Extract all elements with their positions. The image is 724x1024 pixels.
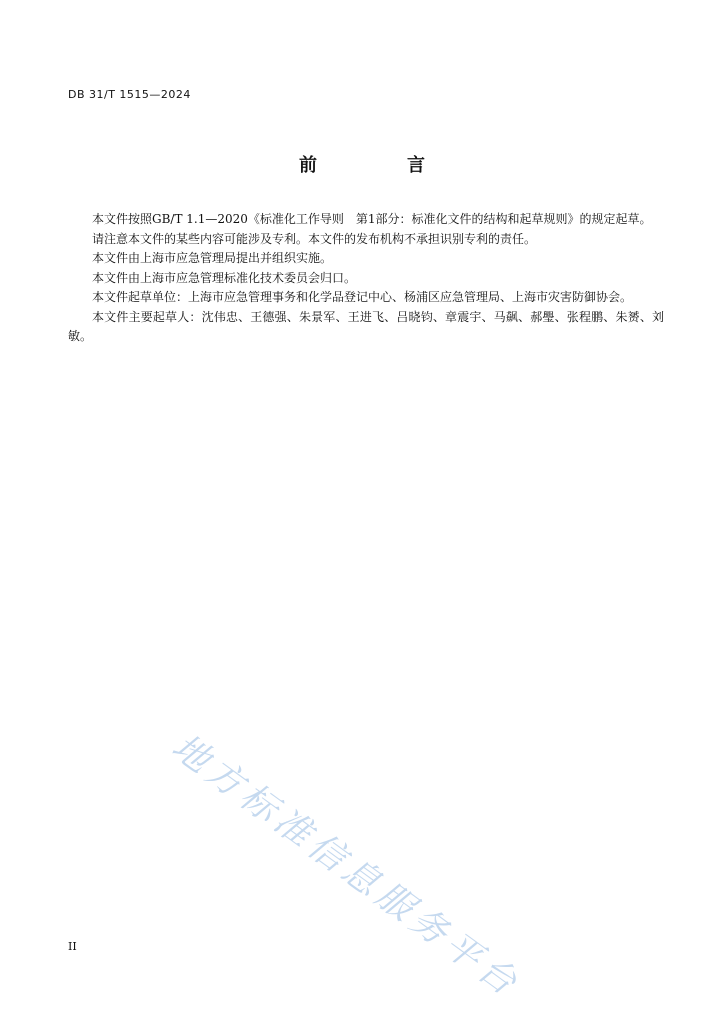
document-code: DB 31/T 1515—2024 [68, 88, 191, 101]
paragraph-patent-notice: 请注意本文件的某些内容可能涉及专利。本文件的发布机构不承担识别专利的责任。 [92, 231, 537, 246]
watermark: 地方标准信息服务平台 [164, 726, 529, 1007]
body-text [68, 210, 664, 347]
page-number: II [68, 940, 77, 953]
paragraph-administrator: 本文件由上海市应急管理标准化技术委员会归口。 [92, 270, 357, 285]
paragraph-drafters: 本文件主要起草人：沈伟忠、王德强、朱景军、王进飞、吕晓钧、章震宇、马飙、郝璺、张程鹏、朱赟、刘敏。 [68, 309, 664, 343]
paragraph-drafting-units: 本文件起草单位：上海市应急管理事务和化学品登记中心、杨浦区应急管理局、上海市灾害防御协会。 [92, 290, 633, 304]
paragraph-drafting-basis: 本文件按照GB/T 1.1—2020《标准化工作导则 第1部分：标准化文件的结构和起草规则》的规定起草。 [92, 212, 652, 226]
page-title: 前 言 [299, 155, 461, 176]
paragraph-proposer: 本文件由上海市应急管理局提出并组织实施。 [92, 251, 333, 265]
